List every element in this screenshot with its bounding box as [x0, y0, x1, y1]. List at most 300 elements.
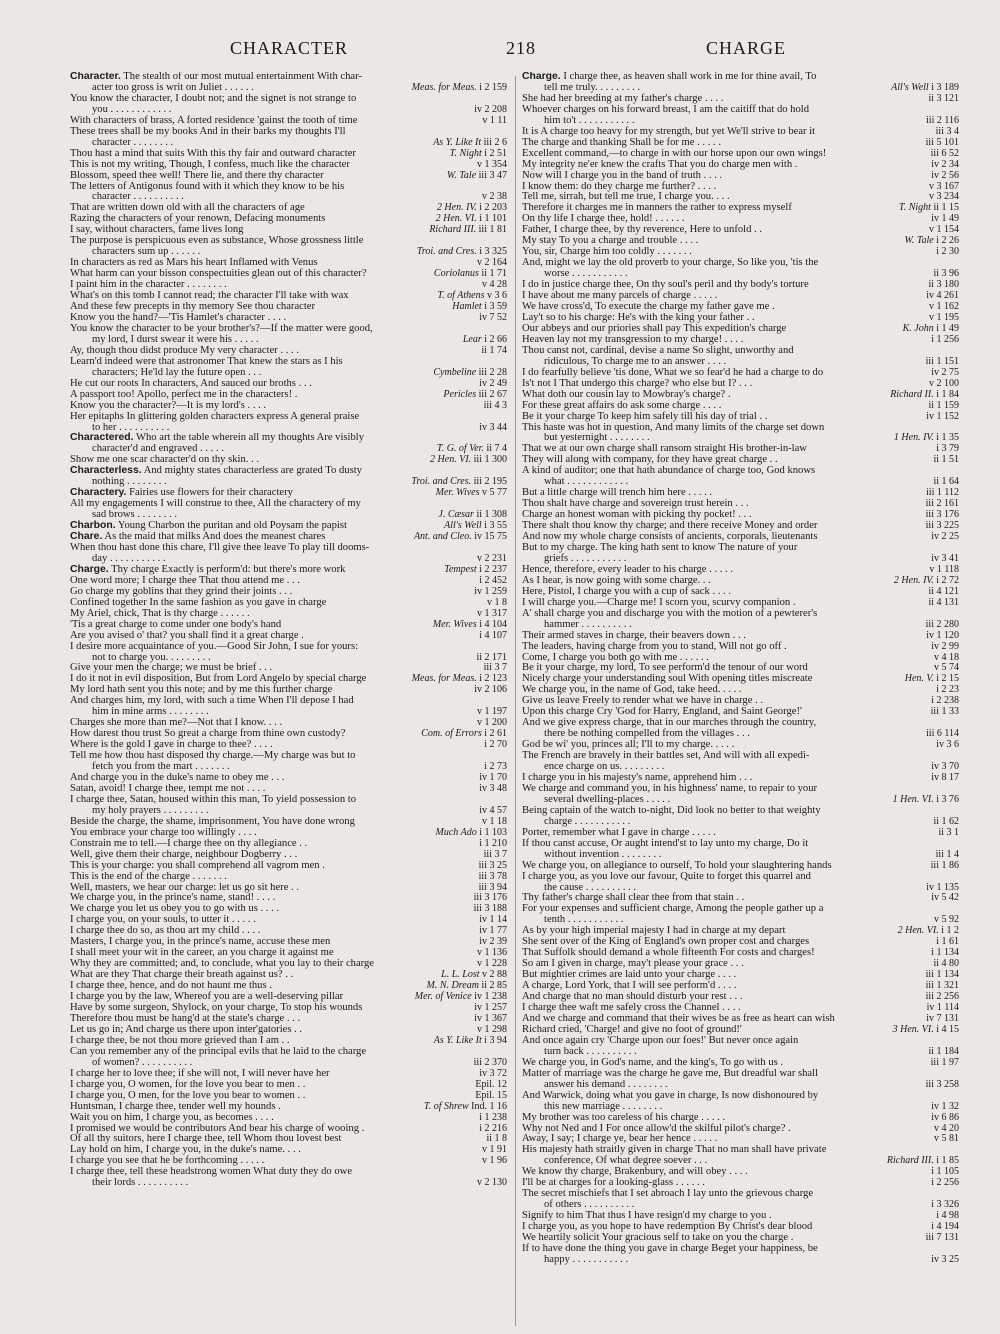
act-scene-line: iv 2 75: [931, 366, 959, 378]
citation: [931, 1058, 959, 1069]
quotation-text: Can you remember any of the principal evils that he laid to the charge: [70, 1045, 367, 1057]
act-scene-line: ii 3 1: [938, 826, 959, 838]
citation: [936, 247, 959, 258]
play-title: Troi. and Cres.: [411, 476, 472, 488]
citation: [479, 313, 507, 324]
act-scene-line: ii 7 4: [486, 443, 507, 455]
quotation-text: My integrity ne'er knew the crafts That you do charge men with .: [522, 158, 798, 170]
quotation-text: Be it your charge, my lord, To see perform'd the tenour of our word: [522, 662, 808, 674]
quotation-continuation: ridiculous, To charge me to an answer . . . .: [544, 355, 727, 367]
quotation-continuation: tell me truly. . . . . . . . .: [544, 81, 641, 93]
quotation-text: With characters of brass, A forted residence 'gainst the tooth of time: [70, 114, 358, 126]
concordance-entry: [70, 72, 507, 94]
quotation-text: Therefore thou must be hang'd at the state's charge . . .: [70, 1012, 301, 1024]
citation: [479, 423, 507, 434]
quotation-continuation: my lord, I durst swear it were his . . . . .: [92, 333, 259, 345]
quotation-text: There shalt thou know thy charge; and there receive Money and order: [522, 520, 818, 532]
quotation-text: Thou canst not, cardinal, devise a name So slight, unworthy and: [522, 344, 794, 356]
quotation-text: I charge you, on your souls, to utter it . . . . .: [70, 914, 256, 926]
act-scene-line: iv 3 44: [479, 421, 507, 433]
act-scene-line: iii 6 114: [926, 728, 959, 740]
quotation-text: We charge you let us obey you to go with us . . . .: [70, 903, 280, 915]
quotation-text: Young Charbon the puritan and old Poysam the papist: [117, 520, 347, 532]
play-title: Ant. and Cleo.: [413, 531, 472, 543]
quotation-text: I say, without characters, fame lives long: [70, 224, 244, 236]
act-scene-line: ii 4 131: [928, 596, 959, 608]
quotation-text: Let us go in; And charge us there upon inter'gatories . .: [70, 1023, 303, 1035]
play-title: T. G. of Ver.: [436, 443, 484, 455]
act-scene-line: i 2 123: [479, 673, 507, 685]
act-scene-line: i 2 238: [931, 695, 959, 707]
citation: [936, 740, 959, 751]
quotation-text: Matter of marriage was the charge he gave me, But dreadful war shall: [522, 1067, 819, 1079]
play-title: As Y. Like It: [433, 136, 482, 148]
concordance-entry: [70, 236, 507, 258]
act-scene-line: iii 5 101: [925, 136, 959, 148]
citation: [430, 455, 507, 466]
concordance-entry: [522, 904, 959, 926]
concordance-entry: [522, 718, 959, 740]
quotation-line: [70, 412, 507, 423]
act-scene-line: iii 3 47: [478, 169, 507, 181]
quotation-text: That are written down old with all the characters of age: [70, 202, 305, 214]
act-scene-line: i 4 107: [479, 629, 507, 641]
quotation-text: Wait you on him, I charge you, as becomes . . . .: [70, 1111, 274, 1123]
play-title: 2 Hen. IV.: [436, 202, 477, 214]
quotation-text: And mighty states characterless are grated To dusty: [143, 465, 362, 477]
act-scene-line: iii 1 81: [478, 224, 507, 236]
act-scene-line: iv 3 25: [931, 1253, 959, 1265]
concordance-entry: [522, 72, 959, 94]
quotation-continuation: character . . . . . . . .: [92, 136, 174, 148]
act-scene-line: iii 2 370: [473, 1056, 507, 1068]
quotation-text: Father, I charge thee, by thy reverence, Here to unfold . .: [522, 224, 762, 236]
citation: [928, 94, 959, 105]
quotation-text: Of all thy suitors, here I charge thee, tell Whom thou lovest best: [70, 1133, 342, 1145]
quotation-line: [522, 872, 959, 883]
quotation-text: We charge you, in the name of God, take heed. . . . .: [522, 684, 742, 696]
act-scene-line: v 1 118: [929, 563, 959, 575]
act-scene-line: iii 1 4: [935, 848, 959, 860]
left-column: [70, 72, 507, 1334]
citation: [931, 335, 959, 346]
headword: Charbon.: [70, 520, 116, 532]
act-scene-line: ii 3 121: [928, 92, 959, 104]
act-scene-line: i 1 101: [479, 213, 507, 225]
citation: [926, 412, 959, 423]
act-scene-line: iii 2 67: [478, 388, 507, 400]
quotation-text: I do fearfully believe 'tis done, What we so fear'd he had a charge to do: [522, 366, 824, 378]
act-scene-line: iv 2 56: [931, 169, 959, 181]
act-scene-line: iii 2 116: [926, 114, 959, 126]
play-title: All's Well: [891, 81, 929, 93]
headword: Charactery.: [70, 487, 127, 499]
quotation-text: Are you avised o' that? you shall find it a great charge .: [70, 629, 304, 641]
act-scene-line: iii 3 176: [473, 892, 507, 904]
concordance-entry: [70, 324, 507, 346]
quotation-text: For these great affairs do ask some charge . . . .: [522, 399, 722, 411]
quotation-text: I charge you, O men, for the love you bear to women . .: [70, 1089, 306, 1101]
quotation-text: Thou hast a mind that suits With this thy fair and outward character: [70, 147, 356, 159]
quotation-text: The stealth of our most mutual entertainment With char-: [123, 72, 362, 82]
act-scene-line: ii 2 85: [481, 980, 507, 992]
quotation-text: Upon this charge Cry 'God for Harry, England, and Saint George!': [522, 706, 802, 718]
play-title: Com. of Errors: [421, 728, 482, 740]
quotation-text: You embrace your charge too willingly . . . .: [70, 826, 257, 838]
act-scene-line: iv 2 39: [479, 936, 507, 948]
quotation-text: For your expenses and sufficient charge, Among the people gather up a: [522, 903, 824, 915]
play-title: Cymbeline: [433, 366, 477, 378]
quotation-text: Constrain me to tell.—I charge thee on thy allegiance . .: [70, 837, 308, 849]
act-scene-line: iv 1 14: [479, 914, 507, 926]
quotation-text: One word more; I charge thee That thou attend me . . .: [70, 574, 300, 586]
act-scene-line: iii 3 94: [478, 881, 507, 893]
quotation-text: How darest thou trust So great a charge from thine own custody?: [70, 728, 346, 740]
act-scene-line: ii 1 184: [928, 1045, 959, 1057]
concordance-entry: [70, 543, 507, 565]
quotation-text: His majesty hath straitly given in charge That no man shall have private: [522, 1144, 827, 1156]
quotation-text: What's on this tomb I cannot read; the character I'll take with wax: [70, 290, 349, 302]
quotation-text: Be it your charge To keep him safely till his day of trial . .: [522, 410, 768, 422]
act-scene-line: iii 2 256: [925, 991, 959, 1003]
quotation-text: Charges she more than me?—Not that I know. . . .: [70, 717, 283, 729]
quotation-text: Being captain of the watch to-night, Did look no better to that weighty: [522, 804, 821, 816]
act-scene-line: ii 1 71: [481, 268, 507, 280]
quotation-text: I charge you, O women, for the love you bear to men . .: [70, 1078, 306, 1090]
quotation-text: If thou canst accuse, Or aught intend'st to lay unto my charge, Do it: [522, 837, 809, 849]
act-scene-line: iv 3 48: [479, 782, 507, 794]
act-scene-line: v 1 8: [487, 596, 507, 608]
act-scene-line: iv 1 367: [474, 1012, 507, 1024]
quotation-text: Huntsman, I charge thee, tender well my hounds .: [70, 1100, 281, 1112]
quotation-text: The French are bravely in their battles set, And will with all expedi-: [522, 750, 810, 762]
quotation-text: Hence, therefore, every leader to his charge . . . . .: [522, 563, 733, 575]
concordance-entry: [70, 1167, 507, 1189]
quotation-text: A charge, Lord York, that I will see perform'd . . . .: [522, 980, 737, 992]
act-scene-line: i 2 66: [484, 333, 507, 345]
quotation-continuation: conference, Of what degree soever . . .: [544, 1155, 708, 1167]
quotation-line: [522, 1091, 959, 1102]
act-scene-line: i 2 159: [479, 81, 507, 93]
act-scene-line: ii 3 180: [928, 279, 959, 291]
play-title: Much Ado: [435, 826, 477, 838]
quotation-text: Porter, remember what I gave in charge . . . . .: [522, 826, 716, 838]
quotation-text: This is not my writing, Though, I confess, much like the character: [70, 158, 350, 170]
concordance-entry: [522, 1145, 959, 1167]
play-title: Mer. Wives: [432, 618, 477, 630]
quotation-text: Lay hold on him, I charge you, in the duke's name. . . .: [70, 1144, 301, 1156]
act-scene-line: i 2 26: [936, 235, 959, 247]
citation: [414, 532, 507, 543]
concordance-entry: [70, 433, 507, 455]
quotation-text: All my engagements I will construe to thee, All the charactery of my: [70, 498, 361, 510]
act-scene-line: i 2 23: [936, 684, 959, 696]
quotation-text: I charge you, as you love our favour, Quite to forget this quarrel and: [522, 870, 811, 882]
quotation-continuation: characters; He'ld lay the future open . . .: [92, 366, 262, 378]
quotation-continuation: happy . . . . . . . . . . .: [544, 1253, 629, 1265]
quotation-text: My Ariel, chick, That is thy charge . . . . . .: [70, 607, 250, 619]
concordance-entry: [70, 499, 507, 521]
act-scene-line: iv 1 32: [931, 1100, 959, 1112]
concordance-entry: [522, 346, 959, 368]
quotation-text: Have by some surgeon, Shylock, on your charge, To stop his wounds: [70, 1002, 363, 1014]
act-scene-line: iv 2 49: [479, 377, 507, 389]
concordance-entry: [522, 806, 959, 828]
act-scene-line: i 4 104: [479, 618, 507, 630]
act-scene-line: i 1 2: [941, 925, 959, 937]
quotation-text: Excellent command,—to charge in with our horse upon our own wings!: [522, 147, 827, 159]
quotation-text: Blossom, speed thee well! There lie, and there thy character: [70, 169, 324, 181]
act-scene-line: v 3 234: [929, 191, 959, 203]
headword: Chare.: [70, 531, 103, 543]
act-scene-line: v 4 18: [934, 651, 959, 663]
act-scene-line: i 1 256: [931, 333, 959, 345]
play-title: T. Night: [898, 202, 931, 214]
running-head-right: CHARGE: [706, 38, 787, 58]
concordance-entry: [70, 642, 507, 664]
play-title: 2 Hen. VI.: [430, 454, 472, 466]
concordance-entry: [522, 466, 959, 488]
concordance-entry: [522, 839, 959, 861]
play-title: Richard II.: [890, 388, 934, 400]
quotation-text: This is your charge: you shall comprehend all vagrom men .: [70, 859, 325, 871]
act-scene-line: iii 1 97: [930, 1056, 959, 1068]
concordance-entry: [522, 1091, 959, 1113]
citation: [484, 401, 507, 412]
play-title: J. Cæsar: [438, 509, 474, 521]
play-title: T. of Athens: [437, 290, 485, 302]
quotation-continuation: of women? . . . . . . . . . .: [92, 1056, 193, 1068]
play-title: Mer. of Venice: [414, 991, 472, 1003]
act-scene-line: ii 4 121: [928, 585, 959, 597]
act-scene-line: i 3 189: [931, 81, 959, 93]
quotation-text: My stay To you a charge and trouble . . . .: [522, 235, 699, 247]
quotation-text: That we at our own charge shall ransom straight His brother-in-law: [522, 443, 807, 455]
quotation-text: I charge you by the law, Whereof you are a well-deserving pillar: [70, 991, 344, 1003]
act-scene-line: iii 1 33: [930, 706, 959, 718]
act-scene-line: iv 1 152: [926, 410, 959, 422]
quotation-text: Thy charge Exactly is perform'd: but there's more work: [111, 563, 346, 575]
quotation-text: In characters as red as Mars his heart Inflamed with Venus: [70, 257, 318, 269]
act-scene-line: v 2 130: [477, 1177, 507, 1189]
quotation-text: We charge you, on allegiance to ourself, To hold your slaughtering hands: [522, 859, 832, 871]
act-scene-line: iv 15 75: [474, 531, 507, 543]
concordance-entry: [522, 872, 959, 894]
quotation-text: Away, I say; I charge ye, bear her hence . . . . .: [522, 1133, 718, 1145]
quotation-continuation: tenth . . . . . . . . . . .: [544, 914, 624, 926]
citation: [931, 893, 959, 904]
citation: [926, 1233, 959, 1244]
quotation-text: Her epitaphs In glittering golden characters express A general praise: [70, 410, 360, 422]
act-scene-line: i 1 134: [931, 947, 959, 959]
quotation-text: I shall meet your wit in the career, an you charge it against me: [70, 947, 334, 959]
act-scene-line: Ind. 1 16: [471, 1100, 507, 1112]
act-scene-line: ii 1 8: [486, 1133, 507, 1145]
quotation-text: The secret mischiefs that I set abroach I lay unto the grievous charge: [522, 1188, 814, 1200]
act-scene-line: iii 1 86: [930, 859, 959, 871]
quotation-text: When thou hast done this chare, I'll give thee leave To play till dooms-: [70, 541, 370, 553]
act-scene-line: iv 3 72: [479, 1067, 507, 1079]
act-scene-line: iii 3 188: [473, 903, 507, 915]
quotation-continuation: you . . . . . . . . . . . .: [92, 103, 172, 115]
quotation-text: The charge and thanking Shall be for me . . . . .: [522, 136, 721, 148]
headword: Characterless.: [70, 465, 142, 477]
quotation-text: We charge you, in the prince's name, stand! . . . .: [70, 892, 276, 904]
quotation-text: She had her breeding at my father's charge . . . .: [522, 92, 724, 104]
act-scene-line: i 4 194: [931, 1221, 959, 1233]
play-title: As Y. Like It: [433, 1034, 482, 1046]
quotation-text: Satan, avoid! I charge thee, tempt me not . . . .: [70, 782, 266, 794]
act-scene-line: iii 1 321: [925, 980, 959, 992]
concordance-entry: [522, 751, 959, 773]
quotation-text: I do in justice charge thee, On thy soul's peril and thy body's torture: [522, 279, 809, 291]
act-scene-line: i 1 105: [931, 1166, 959, 1178]
act-scene-line: v 1 91: [482, 1144, 507, 1156]
quotation-text: I charge you see that he be forthcoming . . . . .: [70, 1155, 265, 1167]
quotation-text: Now will I charge you in the band of truth . . . .: [522, 169, 723, 181]
play-title: Hen. V.: [904, 673, 934, 685]
quotation-text: And, might we lay the old proverb to your charge, So like you, 'tis the: [522, 257, 819, 269]
act-scene-line: v 4 20: [934, 1122, 959, 1134]
act-scene-line: iii 2 161: [925, 498, 959, 510]
play-title: 3 Hen. VI.: [892, 1023, 934, 1035]
play-title: Mer. Wives: [435, 487, 480, 499]
quotation-continuation: ence charge on us. . . . . . . . .: [544, 761, 665, 773]
act-scene-line: iii 3 7: [483, 848, 507, 860]
quotation-text: I charge her to love thee; if she will not, I will never have her: [70, 1067, 330, 1079]
act-scene-line: i 3 79: [936, 443, 959, 455]
citation: [931, 773, 959, 784]
citation: [482, 1156, 507, 1167]
citation: [447, 171, 507, 182]
quotation-text: I have about me many parcels of charge . . . . .: [522, 290, 718, 302]
quotation-text: 'Tis a great charge to come under one body's hand: [70, 618, 282, 630]
quotation-text: Lay't so to his charge: He's with the king your father . .: [522, 311, 755, 323]
citation: [931, 532, 959, 543]
concordance-entry: [522, 609, 959, 631]
quotation-text: The letters of Antigonus found with it which they know to be his: [70, 180, 345, 192]
act-scene-line: i 2 216: [479, 1122, 507, 1134]
act-scene-line: v 5 92: [934, 914, 959, 926]
act-scene-line: iii 2 6: [483, 136, 507, 148]
quotation-text: On thy life I charge thee, hold! . . . . . .: [522, 213, 685, 225]
quotation-text: What are they That charge their breath against us? . .: [70, 969, 294, 981]
play-title: T. of Shrew: [423, 1100, 469, 1112]
quotation-text: As by your high imperial majesty I had in charge at my depart: [522, 925, 786, 937]
quotation-text: This is the end of the charge . . . . . . .: [70, 870, 227, 882]
play-title: 2 Hen. IV.: [893, 574, 934, 586]
act-scene-line: ii 3 96: [933, 268, 959, 280]
act-scene-line: iii 3 225: [925, 520, 959, 532]
quotation-text: And these few precepts in thy memory See thou character: [70, 301, 316, 313]
act-scene-line: i 3 326: [931, 1199, 959, 1211]
quotation-text: Ay, though thou didst produce My very character . . . .: [70, 344, 299, 356]
concordance-entry: [70, 795, 507, 817]
concordance-entry: [70, 466, 507, 488]
act-scene-line: v 1 354: [477, 158, 507, 170]
quotation-text: I paint him in the character . . . . . . . .: [70, 279, 227, 291]
page-header: [70, 38, 930, 68]
quotation-text: I desire more acquaintance of you.—Good Sir John, I sue for yours:: [70, 640, 359, 652]
quotation-text: Who art the table wherein all my thoughts Are visibly: [136, 432, 365, 444]
quotation-continuation: without invention . . . . . . . .: [544, 848, 662, 860]
act-scene-line: i 2 30: [936, 246, 959, 258]
concordance-entry: [522, 1036, 959, 1058]
play-title: 2 Hen. VI.: [897, 925, 939, 937]
concordance-entry: [70, 94, 507, 116]
quotation-continuation: character . . . . . . . . . .: [92, 191, 184, 203]
quotation-text: The leaders, having charge from you to stand, Will not go off .: [522, 640, 787, 652]
act-scene-line: i 1 61: [936, 936, 959, 948]
play-title: 1 Hen. VI.: [892, 793, 934, 805]
quotation-text: Razing the characters of your renown, Defacing monuments: [70, 213, 326, 225]
quotation-text: Beside the charge, the shame, imprisonment, You have done wrong: [70, 815, 355, 827]
quotation-text: Show me one scar character'd on thy skin. . .: [70, 454, 260, 466]
quotation-text: And Warwick, doing what you gave in charge, Is now dishonoured by: [522, 1089, 819, 1101]
quotation-text: Confined together In the same fashion as you gave in charge: [70, 596, 327, 608]
act-scene-line: iv 2 208: [474, 103, 507, 115]
play-title: Richard III.: [429, 224, 477, 236]
quotation-text: They will along with company, for they have great charge . .: [522, 454, 778, 466]
headword: Character.: [70, 72, 121, 82]
act-scene-line: iii 2 195: [473, 476, 507, 488]
play-title: Hamlet: [452, 301, 482, 313]
act-scene-line: i 1 103: [479, 826, 507, 838]
play-title: Lear: [462, 333, 482, 345]
act-scene-line: iii 1 300: [473, 454, 507, 466]
act-scene-line: v 1 228: [477, 958, 507, 970]
act-scene-line: v 1 200: [477, 717, 507, 729]
concordance-entry: [522, 1189, 959, 1211]
quotation-text: Tell me, sirrah, but tell me true, I charge you. . . .: [522, 191, 730, 203]
play-title: K. John: [902, 322, 934, 334]
act-scene-line: iii 6 52: [930, 147, 959, 159]
citation: [933, 455, 959, 466]
act-scene-line: iii 3 4: [935, 125, 959, 137]
act-scene-line: Epil. 15: [475, 1089, 507, 1101]
act-scene-line: i 2 237: [479, 563, 507, 575]
act-scene-line: i 2 73: [484, 761, 507, 773]
quotation-continuation: not to charge you. . . . . . . . .: [92, 651, 211, 663]
act-scene-line: iv 1 70: [479, 772, 507, 783]
quotation-text: You, sir, Charge him too coldly . . . . . . .: [522, 246, 692, 258]
quotation-text: And once again cry 'Charge upon our foes!' But never once again: [522, 1034, 799, 1046]
quotation-text: We charge and command you, in his highness' name, to repair to your: [522, 782, 818, 794]
act-scene-line: iv 1 49: [931, 213, 959, 225]
play-title: T. Night: [449, 147, 482, 159]
act-scene-line: v 2 100: [929, 377, 959, 389]
quotation-text: Masters, I charge you, in the prince's name, accuse these men: [70, 936, 331, 948]
quotation-text: My lord hath sent you this note; and by me this further charge: [70, 684, 333, 696]
headword: Charge.: [522, 72, 561, 82]
citation: [893, 1025, 959, 1036]
quotation-text: And now my whole charge consists of ancients, corporals, lieutenants: [522, 531, 818, 543]
citation: [938, 828, 959, 839]
quotation-text: What doth our cousin lay to Mowbray's charge? .: [522, 388, 731, 400]
headword: Charge.: [70, 563, 109, 575]
quotation-text: Know you the character?—It is my lord's . . . .: [70, 399, 267, 411]
quotation-text: I do it not in evil disposition, But from Lord Angelo by special charge: [70, 673, 367, 685]
act-scene-line: v 1 154: [929, 224, 959, 236]
quotation-text: Thy father's charge shall clear thee from that stain . .: [522, 892, 745, 904]
act-scene-line: ii 1 159: [928, 399, 959, 411]
act-scene-line: iii 2 28: [478, 366, 507, 378]
concordance-entry: [522, 423, 959, 445]
right-column: [522, 72, 959, 1334]
act-scene-line: i 1 49: [936, 322, 959, 334]
quotation-text: I'll be at charges for a looking-glass . . . . . .: [522, 1177, 705, 1189]
quotation-continuation: but yesternight . . . . . . . .: [544, 432, 650, 444]
